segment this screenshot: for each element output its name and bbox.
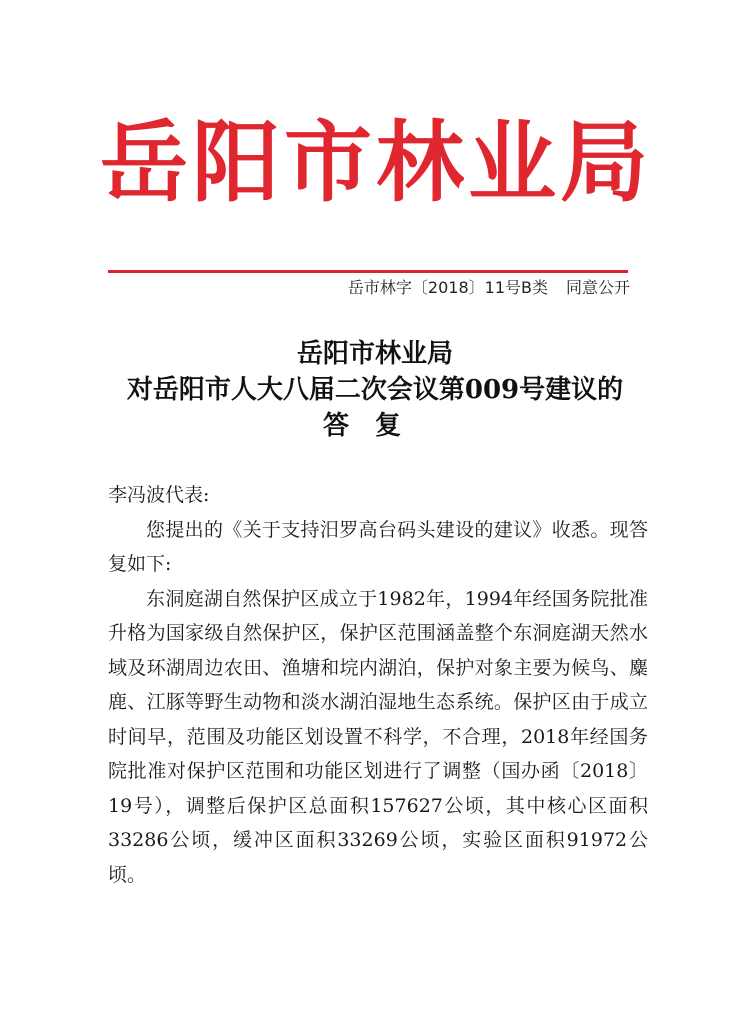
title-line-1: 岳阳市林业局: [296, 339, 453, 369]
letterhead-red-rule: [108, 270, 628, 273]
title-line-2: 对岳阳市人大八届二次会议第009号建议的: [126, 375, 624, 405]
body-paragraph: 东洞庭湖自然保护区成立于1982年，1994年经国务院批准升格为国家级自然保护区，保护区范围涵盖整个东洞庭湖天然水域及环湖周边农田、渔塘和垸内湖泊，保护对象主要为候鸟、麋鹿、江豚等野生动物和淡水湖泊湿地生态系统。保护区由于成立时间早，范围及功能区划设置不科学，不合理，2018年经国务院批准对保护区范围和功能区划进行了调整（国办函〔2018〕19号），调整后保护区总面积157627公顷，其中核心区面积33286公顷，缓冲区面积33269公顷，实验区面积91972公顷。: [108, 587, 648, 886]
salutation: 李冯波代表:: [108, 484, 210, 506]
letter-body: [108, 478, 648, 892]
document-number: 岳市林字〔2018〕11号B类: [347, 278, 548, 297]
document-number-line: [250, 276, 630, 300]
title-line-3: 答复: [322, 411, 427, 441]
body-paragraph: 您提出的《关于支持汨罗高台码头建设的建议》收悉。现答复如下:: [108, 518, 648, 575]
document-title: [60, 336, 690, 444]
letterhead-title: 岳阳市林业局: [100, 110, 653, 214]
disclosure-status: 同意公开: [565, 278, 630, 297]
